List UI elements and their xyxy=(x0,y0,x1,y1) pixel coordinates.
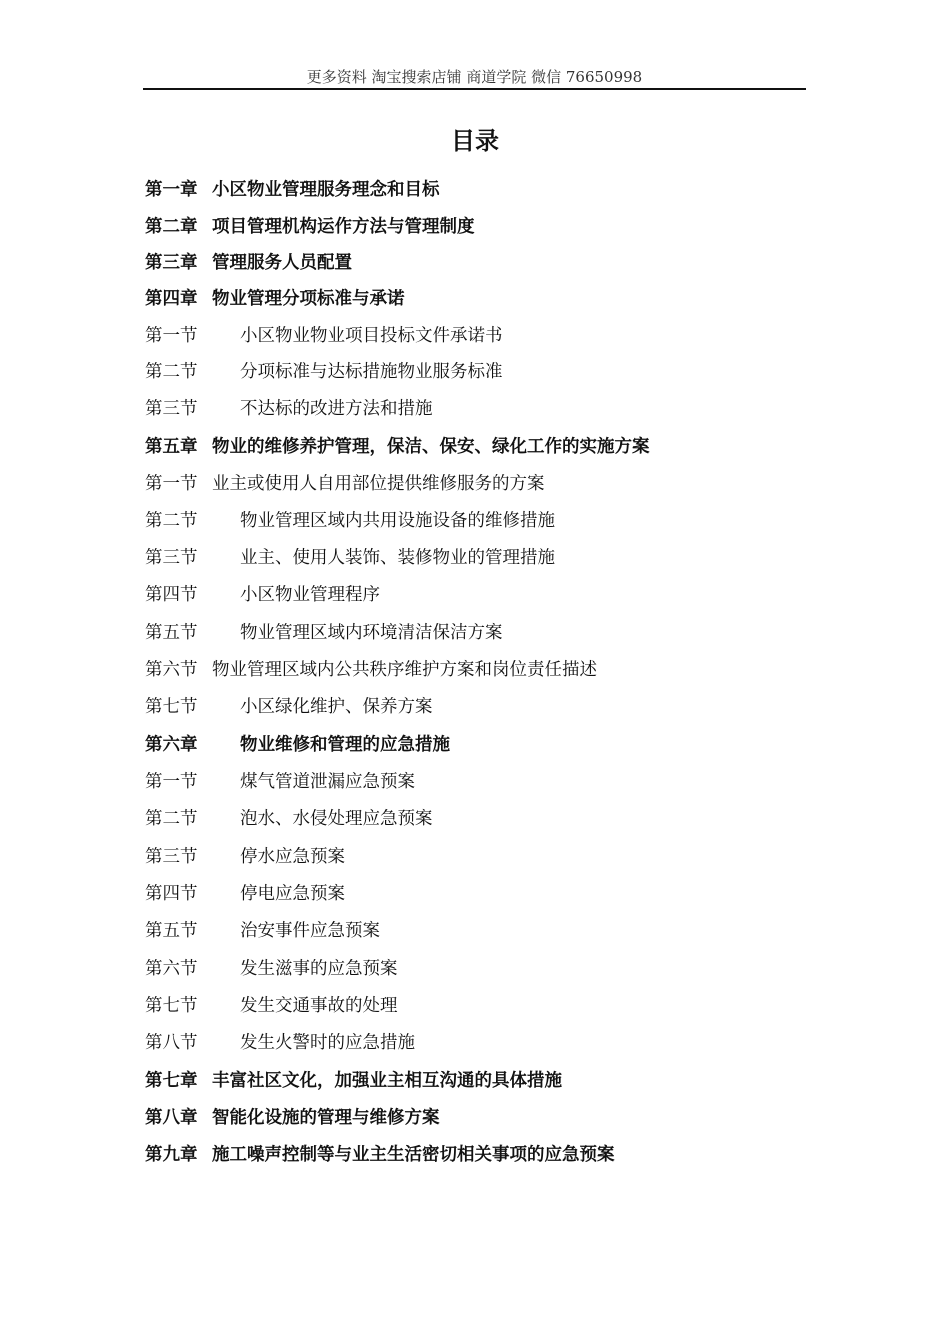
toc-chapter-8[interactable] xyxy=(145,1103,440,1133)
toc-number: 第九章 xyxy=(145,1145,198,1165)
toc-text: 不达标的改进方法和措施 xyxy=(240,399,433,419)
toc-number: 第五节 xyxy=(145,623,198,643)
toc-text: 发生交通事故的处理 xyxy=(240,996,398,1016)
toc-number: 第六节 xyxy=(145,959,198,979)
toc-text: 业主、使用人装饰、装修物业的管理措施 xyxy=(240,548,555,568)
toc-text: 小区物业管理程序 xyxy=(240,585,380,605)
toc-text: 泡水、水侵处理应急预案 xyxy=(240,809,433,829)
toc-text: 小区物业物业项目投标文件承诺书 xyxy=(240,326,503,346)
toc-number: 第四节 xyxy=(145,884,198,904)
toc-text: 小区物业管理服务理念和目标 xyxy=(212,180,440,200)
toc-chapter-7[interactable] xyxy=(145,1066,562,1096)
toc-section[interactable] xyxy=(145,804,433,834)
toc-number: 第四章 xyxy=(145,289,198,309)
toc-number: 第二节 xyxy=(145,511,198,531)
toc-number: 第五节 xyxy=(145,921,198,941)
toc-number: 第六章 xyxy=(145,735,198,755)
toc-section[interactable] xyxy=(145,655,597,685)
toc-section[interactable] xyxy=(145,543,555,573)
toc-number: 第七节 xyxy=(145,697,198,717)
toc-number: 第二节 xyxy=(145,809,198,829)
toc-text: 发生滋事的应急预案 xyxy=(240,959,398,979)
toc-number: 第二章 xyxy=(145,217,198,237)
toc-section[interactable] xyxy=(145,506,555,536)
toc-chapter-3[interactable] xyxy=(145,248,352,278)
toc-chapter-9[interactable] xyxy=(145,1140,615,1170)
toc-chapter-5[interactable] xyxy=(145,432,650,462)
toc-number: 第七节 xyxy=(145,996,198,1016)
toc-text: 分项标准与达标措施物业服务标准 xyxy=(240,362,503,382)
toc-number: 第三节 xyxy=(145,548,198,568)
toc-text: 物业管理区域内共用设施设备的维修措施 xyxy=(240,511,555,531)
toc-number: 第八章 xyxy=(145,1108,198,1128)
toc-section[interactable] xyxy=(145,321,503,351)
toc-text: 物业管理分项标准与承诺 xyxy=(212,289,405,309)
toc-text: 物业维修和管理的应急措施 xyxy=(240,735,450,755)
toc-number: 第四节 xyxy=(145,585,198,605)
document-title: 目录 xyxy=(451,127,499,155)
toc-section[interactable] xyxy=(145,357,503,387)
toc-chapter-2[interactable] xyxy=(145,212,475,242)
toc-text: 煤气管道泄漏应急预案 xyxy=(240,772,415,792)
toc-section[interactable] xyxy=(145,991,398,1021)
toc-section[interactable] xyxy=(145,842,345,872)
toc-section[interactable] xyxy=(145,1028,415,1058)
toc-chapter-6[interactable] xyxy=(145,730,450,760)
toc-text: 治安事件应急预案 xyxy=(240,921,380,941)
toc-section[interactable] xyxy=(145,916,380,946)
toc-number: 第八节 xyxy=(145,1033,198,1053)
toc-chapter-1[interactable] xyxy=(145,175,440,205)
toc-section[interactable] xyxy=(145,394,433,424)
toc-text: 项目管理机构运作方法与管理制度 xyxy=(212,217,475,237)
toc-text: 物业管理区域内环境清洁保洁方案 xyxy=(240,623,503,643)
toc-text: 业主或使用人自用部位提供维修服务的方案 xyxy=(212,474,545,494)
toc-number: 第二节 xyxy=(145,362,198,382)
toc-number: 第三节 xyxy=(145,399,198,419)
header-text: 更多资料 淘宝搜索店铺 商道学院 微信 76650998 xyxy=(306,68,643,86)
toc-number: 第一章 xyxy=(145,180,198,200)
toc-section[interactable] xyxy=(145,469,545,499)
toc-number: 第一节 xyxy=(145,772,198,792)
toc-number: 第五章 xyxy=(145,437,198,457)
toc-text: 物业管理区域内公共秩序维护方案和岗位责任描述 xyxy=(212,660,597,680)
toc-text: 智能化设施的管理与维修方案 xyxy=(212,1108,440,1128)
toc-section[interactable] xyxy=(145,954,398,984)
toc-chapter-4[interactable] xyxy=(145,284,405,314)
toc-number: 第一节 xyxy=(145,326,198,346)
toc-text: 小区绿化维护、保养方案 xyxy=(240,697,433,717)
toc-number: 第一节 xyxy=(145,474,198,494)
toc-text: 物业的维修养护管理，保洁、保安、绿化工作的实施方案 xyxy=(212,437,650,457)
toc-number: 第七章 xyxy=(145,1071,198,1091)
page-header xyxy=(143,66,806,90)
toc-text: 丰富社区文化，加强业主相互沟通的具体措施 xyxy=(212,1071,562,1091)
toc-text: 停水应急预案 xyxy=(240,847,345,867)
toc-text: 停电应急预案 xyxy=(240,884,345,904)
toc-number: 第六节 xyxy=(145,660,198,680)
toc-text: 管理服务人员配置 xyxy=(212,253,352,273)
toc-section[interactable] xyxy=(145,767,415,797)
toc-text: 施工噪声控制等与业主生活密切相关事项的应急预案 xyxy=(212,1145,615,1165)
toc-number: 第三章 xyxy=(145,253,198,273)
toc-section[interactable] xyxy=(145,580,380,610)
toc-section[interactable] xyxy=(145,879,345,909)
toc-number: 第三节 xyxy=(145,847,198,867)
toc-text: 发生火警时的应急措施 xyxy=(240,1033,415,1053)
toc-section[interactable] xyxy=(145,618,503,648)
toc-section[interactable] xyxy=(145,692,433,722)
